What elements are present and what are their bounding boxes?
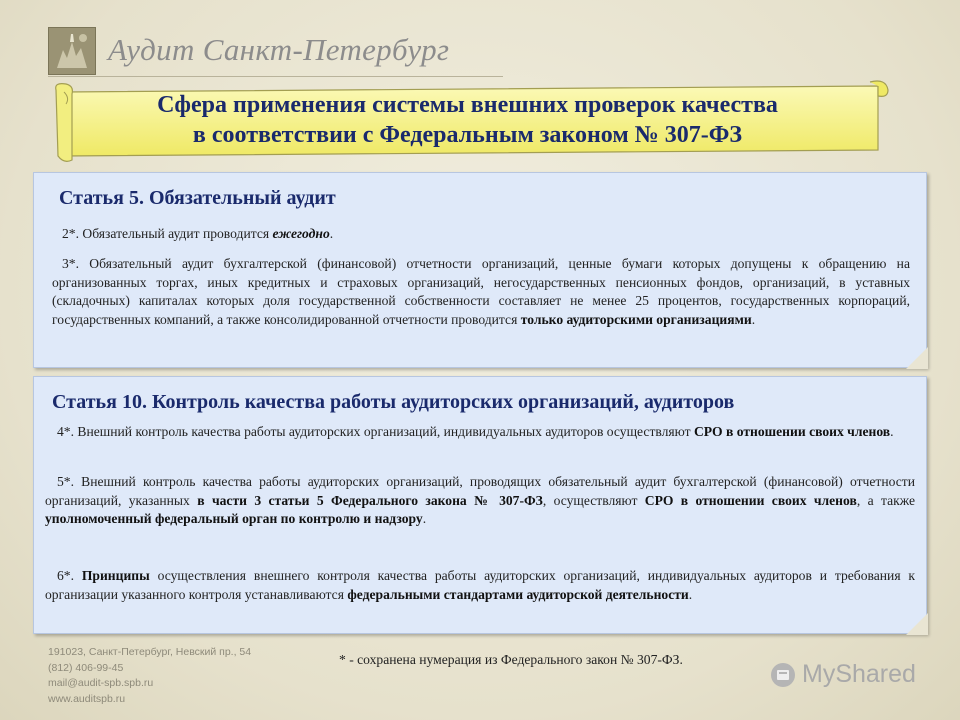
article-10-paragraph-4 (45, 423, 915, 442)
text-run: 2*. Обязательный аудит проводится (62, 226, 273, 241)
page-title-line2: в соответствии с Федеральным законом № 307-ФЗ (192, 122, 743, 148)
text-run: , осуществляют (542, 492, 645, 508)
article-5-box (33, 172, 927, 368)
footnote: * - сохранена нумерация из Федерального закон № 307-ФЗ. (339, 652, 683, 667)
article-10-box (33, 376, 927, 634)
text-run-bold: федеральными стандартами аудиторской деятельности (347, 586, 689, 602)
text-run-bold: СРО в отношении своих членов (644, 492, 857, 508)
watermark (770, 660, 916, 689)
page-title (70, 90, 865, 150)
text-run: осуществления внешнего контроля качества работы аудиторских организаций, индивидуальных аудиторов и требования к организации указанного контроля устанавливаются (45, 568, 916, 602)
website-line: www.auditspb.ru (48, 692, 126, 705)
page-fold-icon (906, 613, 928, 635)
article-5-heading: Статья 5. Обязательный аудит (59, 187, 336, 209)
page-fold-icon (906, 347, 928, 369)
text-run: . (422, 511, 427, 527)
text-run: , а также (856, 492, 915, 508)
text-run: . (890, 424, 894, 439)
text-run: . (329, 226, 334, 241)
text-run: 6*. (57, 568, 82, 583)
text-run-bold: только аудиторскими организациями (520, 311, 752, 327)
text-run-bold: СРО в отношении своих членов (693, 424, 891, 439)
text-run-bold: в части 3 статьи 5 Федерального закона № 307-ФЗ (197, 492, 543, 508)
watermark-logo-icon (770, 662, 796, 688)
company-logo (48, 27, 96, 75)
text-run: . (751, 311, 756, 327)
watermark-text: MyShared (802, 660, 916, 688)
brand-title: Аудит Санкт-Петербург (108, 32, 450, 67)
header-divider (48, 76, 503, 77)
page-title-line1: Сфера применения системы внешних проверок качества (157, 92, 778, 118)
email-line: mail@audit-spb.spb.ru (48, 677, 154, 689)
article-10-paragraph-5 (45, 473, 915, 529)
text-run-bold: Принципы (81, 568, 150, 583)
text-run: 4*. Внешний контроль качества работы аудиторских организаций, индивидуальных аудиторов осуществляют (57, 424, 694, 439)
article-10-heading: Статья 10. Контроль качества работы аудиторских организаций, аудиторов (52, 391, 735, 413)
article-5-paragraph-2 (62, 225, 902, 244)
text-run-bold: ежегодно (272, 226, 330, 241)
contact-address (48, 645, 251, 707)
text-run: 5*. Внешний контроль качества работы аудиторских организаций, проводящих обязательный аудит бухгалтерской (финансовой) отчетности организаций, указанных (45, 474, 915, 508)
text-run-bold: уполномоченный федеральный орган по контролю и надзору (45, 511, 423, 527)
phone-line: (812) 406-99-45 (48, 661, 124, 674)
text-run: 3*. Обязательный аудит бухгалтерской (финансовой) отчетности организаций, ценные бумаги которых допущены к обращению на организованных торгах, иных кредитных и страховых организаций, негосударственных пенсионных фондов, организаций, в уставных (складочных) капиталах которых доля государственной собственности составляет не менее 25 процентов, государственных корпораций, государственных компаний, а также консолидированной отчетности проводится (52, 256, 910, 327)
article-10-paragraph-6 (45, 567, 915, 604)
address-line: 191023, Санкт-Петербург, Невский пр., 54 (48, 646, 252, 658)
article-5-paragraph-3 (52, 255, 910, 329)
text-run: . (688, 586, 693, 602)
